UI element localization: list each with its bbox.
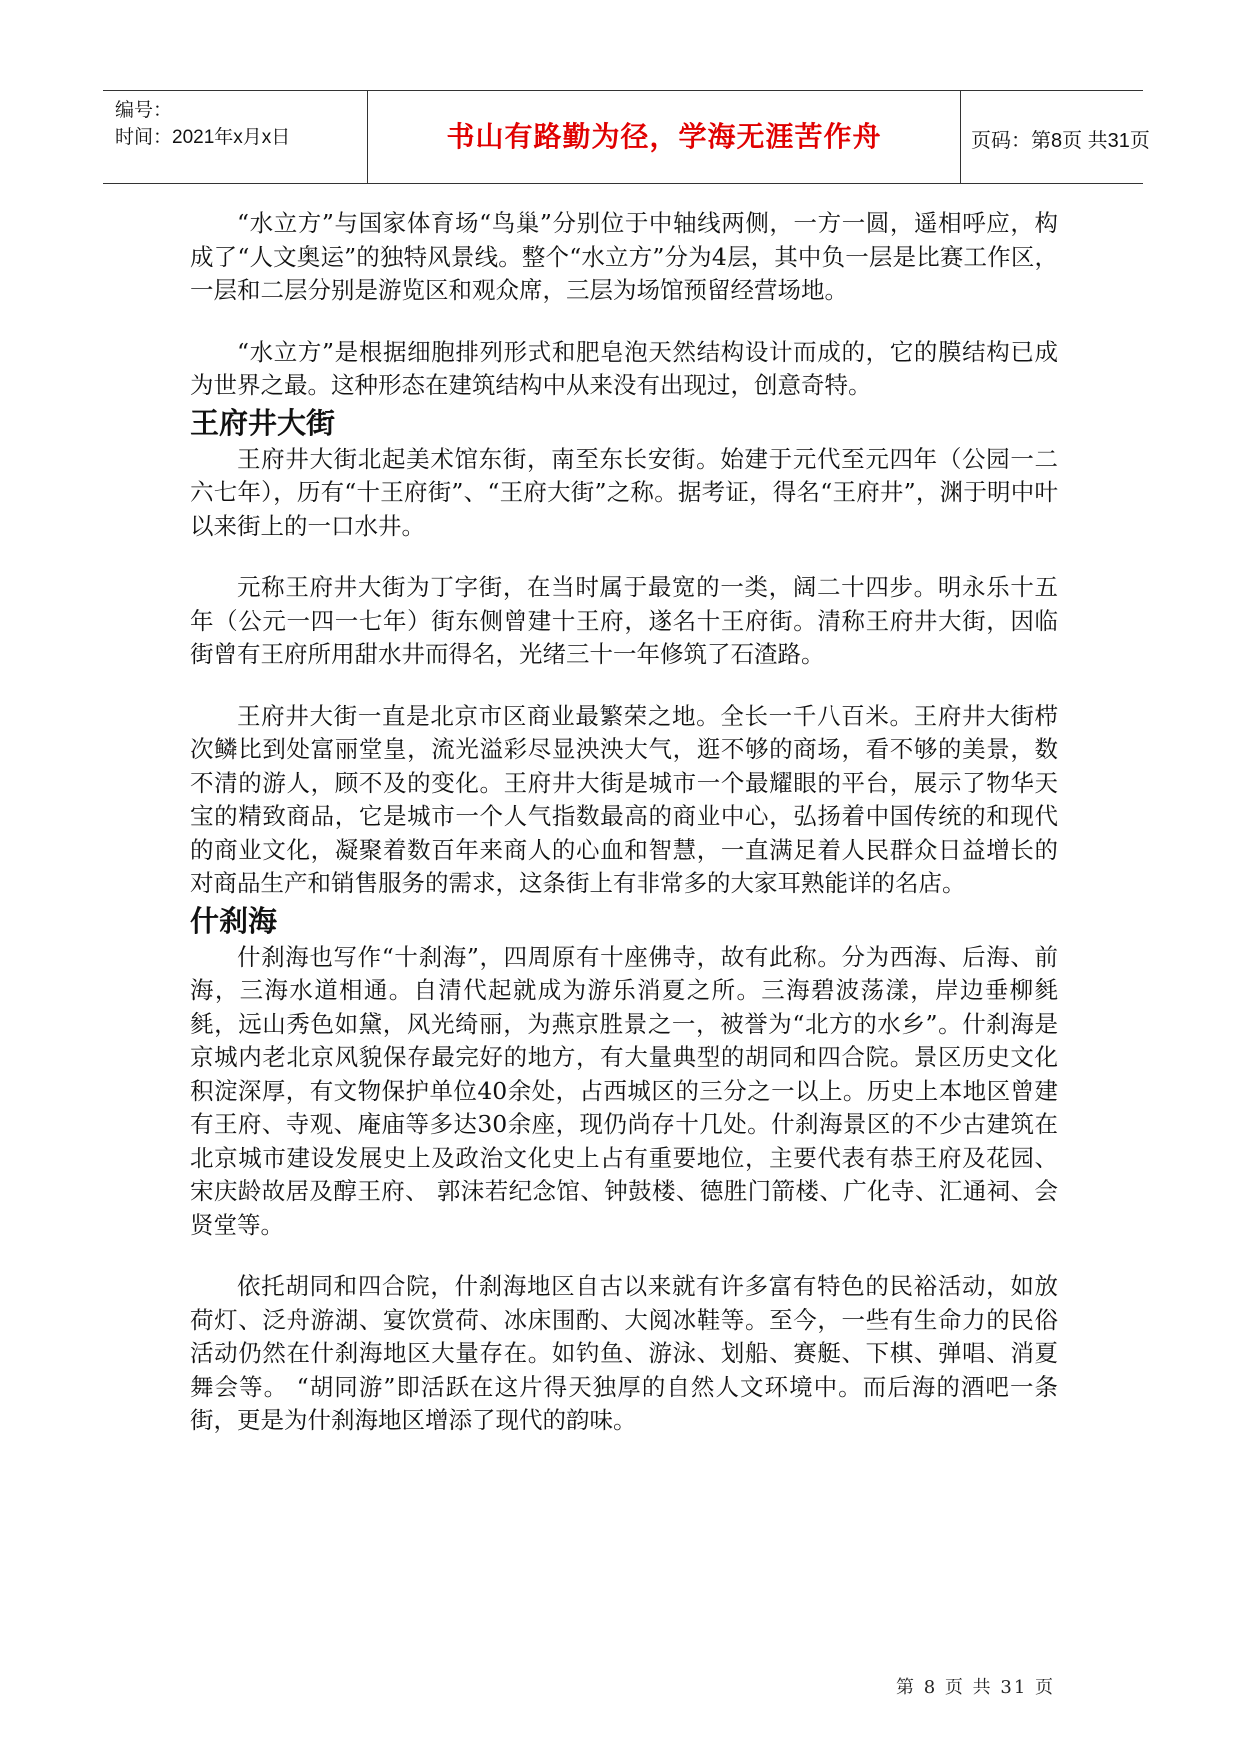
header-motto-cell — [367, 91, 961, 183]
body-paragraph: 王府井大街北起美术馆东街，南至东长安街。始建于元代至元四年（公园一二六七年），历有“十王府街”、“王府大街”之称。据考证，得名“王府井”，渊于明中叶以来街上的一口水井。 — [190, 444, 1058, 540]
document-body — [190, 207, 1058, 1438]
body-paragraph: “水立方”与国家体育场“鸟巢”分别位于中轴线两侧，一方一圆，遥相呼应，构成了“人文奥运”的独特风景线。整个“水立方”分为4层，其中负一层是比赛工作区，一层和二层分别是游览区和观众席，三层为场馆预留经营场地。 — [190, 209, 1058, 304]
section-heading-wangfujing: 王府井大街 — [190, 405, 336, 440]
body-paragraph: 元称王府井大街为丁字街，在当时属于最宽的一类，阔二十四步。明永乐十五年（公元一四一七年）街东侧曾建十王府，遂名十王府街。清称王府井大街，因临街曾有王府所用甜水井而得名，光绪三十一年修筑了石渣路。 — [190, 573, 1058, 668]
section-heading-shichahai: 什刹海 — [190, 903, 278, 938]
motto-text: 书山有路勤为径，学海无涯苦作舟 — [446, 120, 882, 153]
body-paragraph: 王府井大街一直是北京市区商业最繁荣之地。全长一千八百米。王府井大街栉次鳞比到处富丽堂皇，流光溢彩尽显泱泱大气，逛不够的商场，看不够的美景，数不清的游人，顾不及的变化。王府井大街是城市一个最耀眼的平台，展示了物华天宝的精致商品，它是城市一个人气指数最高的商业中心，弘扬着中国传统的和现代的商业文化，凝聚着数百年来商人的心血和智慧，一直满足着人民群众日益增长的对商品生产和销售服务的需求，这条街上有非常多的大家耳熟能详的名店。 — [190, 701, 1058, 897]
page-footer-indicator: 第 8 页 共 31 页 — [896, 1677, 1055, 1698]
header-page-cell — [961, 91, 1150, 183]
header-meta-cell — [103, 91, 365, 183]
time-label: 时间：2021年x月x日 — [115, 127, 291, 148]
page-header — [103, 90, 1150, 184]
body-paragraph: 依托胡同和四合院，什刹海地区自古以来就有许多富有特色的民裕活动，如放荷灯、泛舟游湖、宴饮赏荷、冰床围酌、大阅冰鞋等。至今，一些有生命力的民俗活动仍然在什刹海地区大量存在。如钓鱼、游泳、划船、赛艇、下棋、弹唱、消夏舞会等。 “胡同游”即活跃在这片得天独厚的自然人文环境中。而后海的酒吧一条街，更是为什刹海地区增添了现代的韵味。 — [190, 1272, 1058, 1434]
body-paragraph: “水立方”是根据细胞排列形式和肥皂泡天然结构设计而成的，它的膜结构已成为世界之最。这种形态在建筑结构中从来没有出现过，创意奇特。 — [190, 337, 1058, 399]
page-code: 页码：第8页 共31页 — [971, 130, 1150, 152]
body-paragraph: 什刹海也写作“十刹海”，四周原有十座佛寺，故有此称。分为西海、后海、前海，三海水道相通。自清代起就成为游乐消夏之所。三海碧波荡漾，岸边垂柳毵毵，远山秀色如黛，风光绮丽，为燕京胜景之一，被誉为“北方的水乡”。什刹海是京城内老北京风貌保存最完好的地方，有大量典型的胡同和四合院。景区历史文化积淀深厚，有文物保护单位40余处，占西城区的三分之一以上。历史上本地区曾建有王府、寺观、庵庙等多达30余座，现仍尚存十几处。什刹海景区的不少古建筑在北京城市建设发展史上及政治文化史上占有重要地位，主要代表有恭王府及花园、宋庆龄故居及醇王府、 郭沫若纪念馆、钟鼓楼、德胜门箭楼、广化寺、汇通祠、会贤堂等。 — [190, 942, 1058, 1239]
number-label: 编号： — [115, 100, 173, 121]
